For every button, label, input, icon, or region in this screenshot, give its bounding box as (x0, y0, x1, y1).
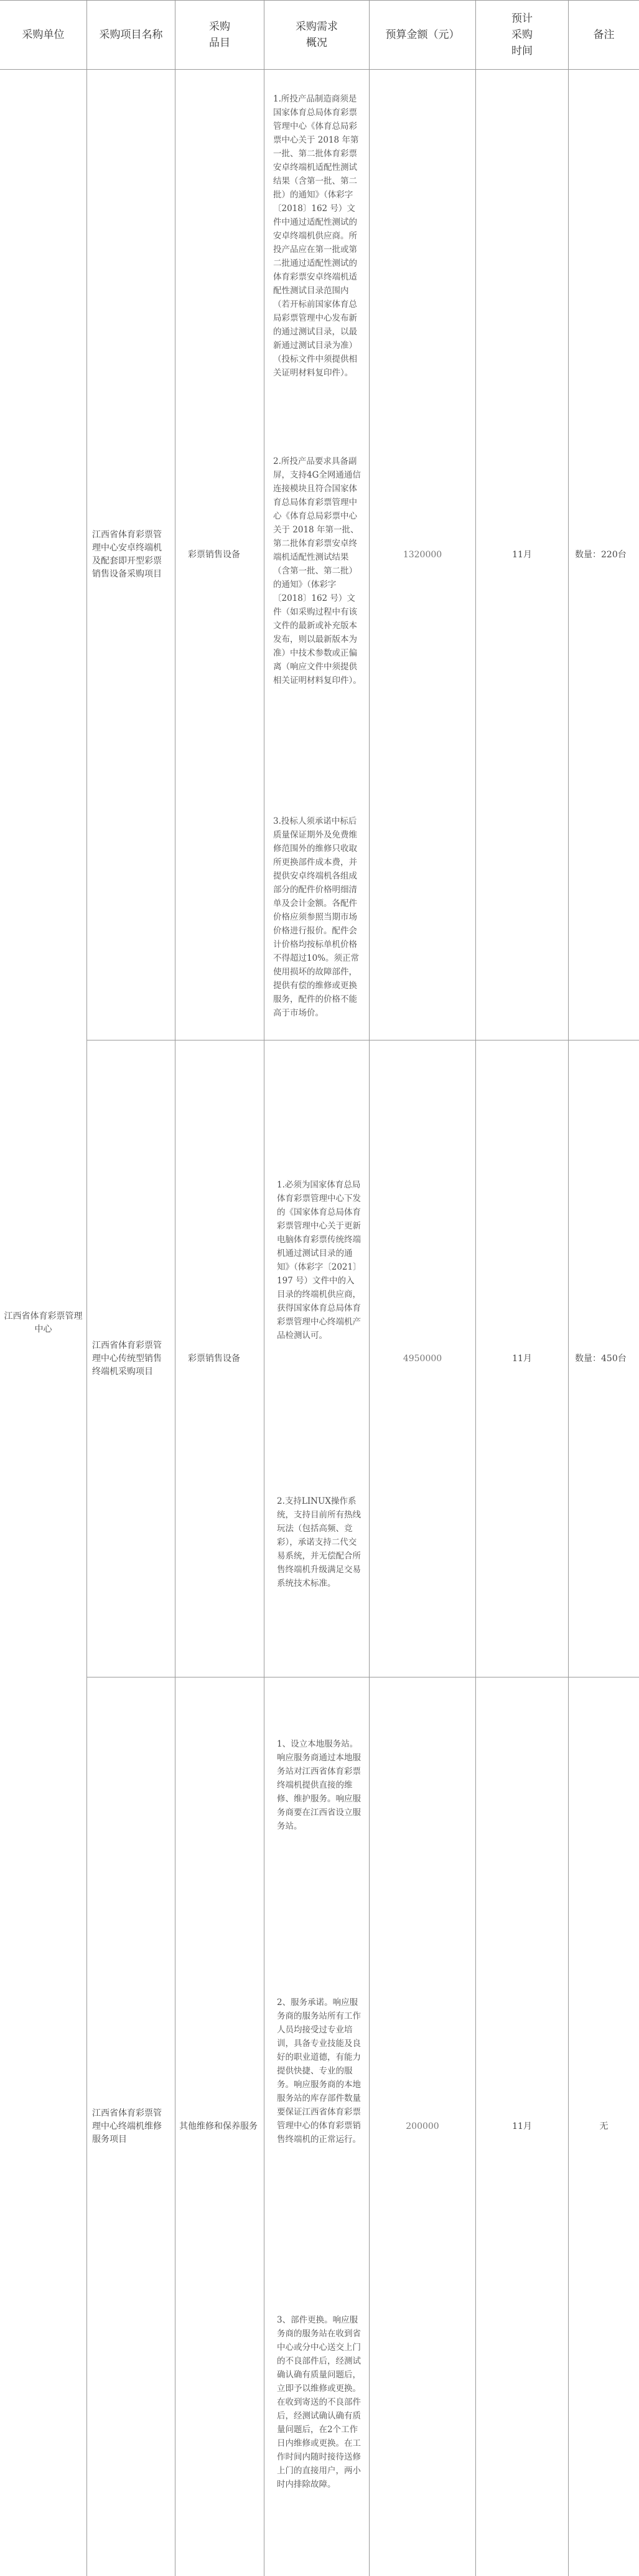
row3-project-name: 江西省体育彩票管理中心终端机维修服务项目 (92, 2108, 162, 2144)
row2-need-2: 2.支持LINUX操作系统，支持目前所有热线玩法（包括高频、竞彩），承诺支持二代交易系统，并无偿配合所售终端机升级满足交易系统技术标准。 (277, 1496, 361, 1588)
row2-project-name: 江西省体育彩票管理中心传统型销售终端机采购项目 (92, 1340, 162, 1377)
row1-time: 11月 (512, 549, 532, 560)
header-budget: 预算金额（元） (385, 28, 460, 41)
row3-remark: 无 (599, 2121, 609, 2131)
row3-need-1: 1、设立本地服务站。响应服务商通过本地服务站对江西省体育彩票终端机提供直接的维修、维护服务。响应服务商要在江西省设立服务站。 (277, 1739, 361, 1831)
header-project: 采购项目名称 (99, 28, 163, 41)
header-needs: 采购需求 概况 (296, 20, 338, 49)
row1-project-name: 江西省体育彩票管理中心安卓终端机及配套即开型彩票销售设备采购项目 (92, 530, 162, 579)
header-unit: 采购单位 (22, 28, 65, 41)
row2-need-1: 1.必须为国家体育总局体育彩票管理中心下发的《国家体育总局体育彩票管理中心关于更新电脑体育彩票传统终端机通过测试目录的通知》（体彩字〔2021〕197 号）文件中的入目录的终端机供应商，获得国家体育总局体育彩票管理中心终端机产品检测认可。 (277, 1180, 361, 1341)
header-time: 预计 采购 时间 (511, 12, 533, 57)
row1-category: 彩票销售设备 (188, 549, 240, 560)
header-remark: 备注 (593, 28, 615, 41)
row1-remark: 数量：220台 (575, 549, 627, 560)
row2-category: 彩票销售设备 (188, 1353, 240, 1364)
row2-time: 11月 (512, 1353, 532, 1364)
row1-need-1: 1.所投产品制造商须是国家体育总局体育彩票管理中心《体育总局彩票中心关于 2018 年第一批、第二批体育彩票安卓终端机适配性测试结果（含第一批、第二批）的通知》（体彩字〔2018〕162 号）文件中通过适配性测试的安卓终端机供应商。所投产品应在第一批或第二批通过适配性测试的体育彩票安卓终端机适配性测试目录范围内（若开标前国家体育总局彩票管理中心发布新的通过测试目录，以最新通过测试目录为准）（投标文件中须提供相关证明材料复印件）。 (273, 94, 359, 378)
row3-budget: 200000 (406, 2121, 439, 2131)
row1-budget: 1320000 (403, 549, 442, 560)
row2-remark: 数量：450台 (575, 1353, 627, 1364)
row3-need-2: 2、服务承诺。响应服务商的服务站所有工作人员均接受过专业培训，具备专业技能及良好的职业道德，有能力提供快捷、专业的服务。响应服务商的本地服务站的库存部件数量要保证江西省体育彩票管理中心的体育彩票销售终端机的正常运行。 (277, 1998, 361, 2144)
row2-budget: 4950000 (403, 1353, 442, 1364)
row3-time: 11月 (512, 2121, 532, 2131)
purchasing-unit-cell: 江西省体育彩票管理中心 (4, 1311, 83, 1334)
row3-need-3: 3、部件更换。响应服务商的服务站在收到省中心或分中心送交上门的不良部件后，经测试确认确有质量问题后，立即予以维修或更换。在收到寄送的不良部件后，经测试确认确有质量问题后，在2个工作日内维修或更换。在工作时间内随时接待送修上门的直接用户，两小时内排除故障。 (277, 2315, 361, 2489)
row3-category: 其他维修和保养服务 (179, 2121, 258, 2131)
row1-need-2: 2.所投产品要求具备副屏，支持4G全网通通信连接模块且符合国家体育总局体育彩票管理中心《体育总局彩票中心关于 2018 年第一批、第二批体育彩票安卓终端机适配性测试结果（含第一批、第二批）的通知》（体彩字〔2018〕162 号）文件（如采购过程中有该文件的最新或补充版本发布，则以最新版本为准）中技术参数或正偏离（响应文件中须提供相关证明材料复印件）。 (273, 456, 361, 686)
header-category: 采购 品目 (209, 20, 230, 49)
row1-need-3: 3.投标人须承诺中标后质量保证期外及免费维修范围外的维修只收取所更换部件成本费，并提供安卓终端机各组成部分的配件价格明细清单及会计金额。各配件价格应须参照当期市场价格进行报价。配件会计价格均按标单机价格不得超过10%。须正常使用损坏的故障部件，提供有偿的维修或更换服务，配件的价格不能高于市场价。 (273, 816, 360, 1018)
